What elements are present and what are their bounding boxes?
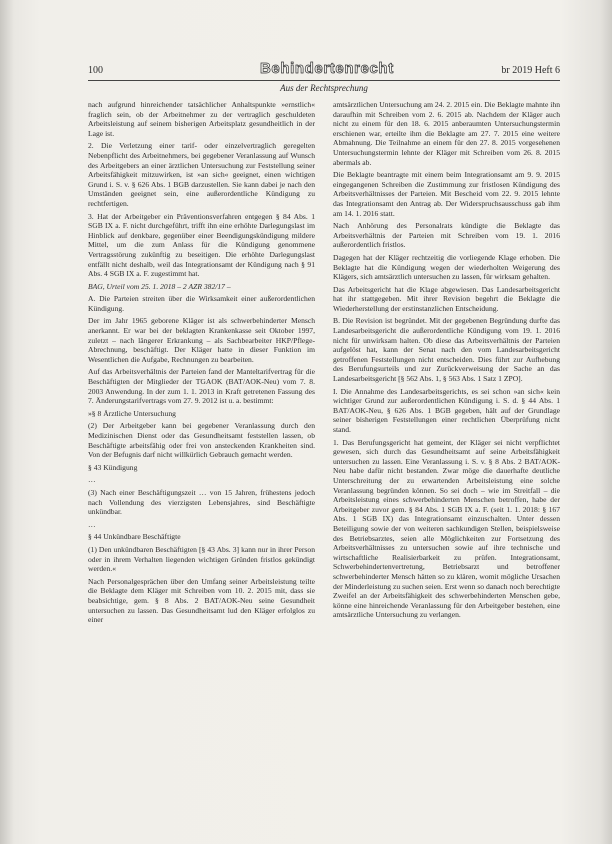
paragraph: Dagegen hat der Kläger rechtzeitig die vorliegende Klage erhoben. Die Beklagte hat die Kündigung wegen der wiederholten Weigerung des Klägers, sich amtsärztlich untersuchen zu lassen, für wirksam gehalten. [333, 252, 560, 282]
paragraph: Das Arbeitsgericht hat die Klage abgewiesen. Das Landesarbeitsgericht hat ihr stattgegeben. Mit ihrer Revision begehrt die Beklagte die Wiederherstellung der erstinstanzlichen Entscheidung. [333, 284, 560, 313]
paragraph: I. Die Annahme des Landesarbeitsgerichts, es sei schon »an sich« kein wichtiger Grund zur außerordentlichen Kündigung i. S. d. § 44 Abs. 1 BAT/AOK-Neu, § 626 Abs. 1 BGB gegeben, hält auf der Grundlage seiner bisherigen Feststellungen einer rechtlichen Überprüfung nicht stand. [333, 386, 560, 434]
paragraph: 3. Hat der Arbeitgeber ein Präventionsverfahren entgegen § 84 Abs. 1 SGB IX a. F. nicht durchgeführt, trifft ihn eine erhöhte Darlegungslast im Hinblick auf denkbare, gegenüber einer Beendigungskündigung mildere Mittel, um die zum Anlass für die Kündigung genommene Vertragsstörung zukünftig zu beseitigen. Die erhöhte Darlegungslast entfällt nicht deshalb, weil das Integrationsamt der Kündigung nach § 91 Abs. 4 SGB IX a. F. zugestimmt hat. [88, 211, 315, 279]
left-column [88, 100, 315, 628]
paragraph: amtsärztlichen Untersuchung am 24. 2. 2015 ein. Die Beklagte mahnte ihn daraufhin mit Schreiben vom 2. 6. 2015 ab. Nachdem der Kläger auch nicht zu einem für den 18. 6. 2015 anberaumten Untersuchungstermin erschienen war, erteilte ihm die Beklagte am 27. 7. 2015 eine weitere Abmahnung. Die Teilnahme an einem für den 27. 8. 2015 vorgesehenen Untersuchungstermin lehnte der Kläger mit Schreiben vom 26. 8. 2015 abermals ab. [333, 100, 560, 167]
section-title: Aus der Rechtsprechung [280, 83, 368, 93]
page-number: 100 [88, 65, 103, 76]
paragraph: Die Beklagte beantragte mit einem beim Integrationsamt am 9. 9. 2015 eingegangenen Schreiben die Zustimmung zur fristlosen Kündigung des Arbeitsverhältnisses der Parteien. Mit Bescheid vom 22. 9. 2015 lehnte das Integrationsamt den Antrag ab. Der Widerspruchsausschuss gab ihm am 14. 1. 2016 statt. [333, 170, 560, 218]
paragraph: Der im Jahr 1965 geborene Kläger ist als schwerbehinderter Mensch anerkannt. Er war bei der beklagten Krankenkasse seit Oktober 1997, zuletzt – nach längerer Erkrankung – als Sachbearbeiter HKP/Pflege-Abrechnung, beschäftigt. Der Kläger hatte in dieser Funktion im Wesentlichen die Aufgabe, Rechnungen zu bearbeiten. [88, 316, 315, 364]
issue-label: br 2019 Heft 6 [501, 65, 560, 76]
statute-heading: § 43 Kündigung [88, 462, 138, 472]
ellipsis: … [88, 475, 96, 485]
court-citation: BAG, Urteil vom 25. 1. 2018 – 2 AZR 382/17 – [88, 281, 231, 291]
paragraph: 2. Die Verletzung einer tarif- oder einzelvertraglich geregelten Nebenpflicht des Arbeitnehmers, bei gegebener Veranlassung auf Wunsch des Arbeitgebers an einer ärztlichen Untersuchung zur Feststellung seiner Arbeitsfähigkeit mitzuwirken, ist »an sich« geeignet, einen wichtigen Grund i. S. v. § 626 Abs. 1 BGB darzustellen. Sie kann dabei je nach den Umständen geeignet sein, eine außerordentliche Kündigung zu rechtfertigen. [88, 141, 315, 208]
paragraph: nach aufgrund hinreichender tatsächlicher Anhaltspunkte »ernstlich« fraglich sein, ob der Arbeitnehmer zu der vertraglich geschuldeten Arbeitsleistung auf seinem bisherigen Arbeitsplatz gesundheitlich in der Lage ist. [88, 100, 315, 138]
paragraph: 1. Das Berufungsgericht hat gemeint, der Kläger sei nicht verpflichtet gewesen, sich durch das Gesundheitsamt auf seine Arbeitsfähigkeit untersuchen zu lassen. Eine Veranlassung i. S. v. § 8 Abs. 2 BAT/AOK-Neu habe dafür nicht bestanden. Zwar möge die dauerhafte deutliche Unterschreitung der zu erwartenden Arbeitsleistung eine solche Veranlassung begründen können. So sei doch – wie im Streitfall – die Arbeitsleistung eines schwerbehinderten Menschen betroffen, habe der Arbeitgeber zuvor gem. § 84 Abs. 1 SGB IX a. F. (seit 1. 1. 2018: § 167 Abs. 1 SGB IX) das Integrationsamt einzuschalten. Unter dessen Beteiligung sowie der von weiteren sachkundigen Stellen, beispielsweise des Betriebsarztes, seien alle Möglichkeiten zur Fortsetzung des Arbeitsverhältnisses zu untersuchen sowie auf ihre technische und wirtschaftliche Realisierbarkeit zu prüfen. Integrationsamt, Schwerbehindertenvertretung, Betriebsarzt und betroffener schwerbehinderter Mensch hätten so zu klären, womit mögliche Ursachen der Minderleistung zu suchen seien. Erst wenn so danach noch berechtigte Zweifel an der Arbeitsfähigkeit des schwerbehinderten Menschen gebe, könne eine hinreichende Veranlassung für den Arbeitgeber bestehen, eine amtsärztliche Untersuchung zu verlangen. [333, 437, 560, 620]
paragraph: Nach Anhörung des Personalrats kündigte die Beklagte das Arbeitsverhältnis der Parteien mit Schreiben vom 19. 1. 2016 außerordentlich fristlos. [333, 221, 560, 250]
paragraph: Nach Personalgesprächen über den Umfang seiner Arbeitsleistung teilte die Beklagte dem Kläger mit Schreiben vom 10. 2. 2015 mit, dass sie beabsichtige, gem. § 8 Abs. 2 BAT/AOK-Neu seine Gesundheit untersuchen zu lassen. Das Gesundheitsamt lud den Kläger erfolglos zu einer [88, 576, 315, 625]
right-column [333, 100, 560, 623]
statute-heading: § 44 Unkündbare Beschäftigte [88, 532, 181, 542]
ellipsis: … [88, 519, 96, 529]
paragraph: (1) Den unkündbaren Beschäftigten [§ 43 Abs. 3] kann nur in ihrer Person oder in ihrem Verhalten liegenden wichtigen Gründen fristlos gekündigt werden.« [88, 544, 315, 574]
paragraph: (2) Der Arbeitgeber kann bei gegebener Veranlassung durch den Medizinischen Dienst oder das Gesundheitsamt feststellen lassen, ob Beschäftigte arbeitsfähig oder frei von ansteckenden Krankheiten sind. Von der Befugnis darf nicht willkürlich Gebrauch gemacht werden. [88, 421, 315, 460]
paragraph: Auf das Arbeitsverhältnis der Parteien fand der Manteltarifvertrag für die Beschäftigten der Mitglieder der TGAOK (BAT/AOK-Neu) vom 7. 8. 2003 Anwendung. In der zum 1. 1. 2013 in Kraft getretenen Fassung des 7. Änderungstarifvertrags vom 27. 9. 2012 ist u. a. bestimmt: [88, 367, 315, 406]
paragraph: B. Die Revision ist begründet. Mit der gegebenen Begründung durfte das Landesarbeitsgericht die außerordentliche Kündigung vom 19. 1. 2016 nicht für unwirksam halten. Ob diese das Arbeitsverhältnis der Parteien aufgelöst hat, kann der Senat nach den vom Landesarbeitsgericht getroffenen Feststellungen nicht entscheiden. Dies führt zur Aufhebung des Berufungsurteils und zur Zurückverweisung der Sache an das Landesarbeitsgericht [§ 562 Abs. 1, § 563 Abs. 1 Satz 1 ZPO]. [333, 316, 560, 384]
statute-heading: »§ 8 Ärztliche Untersuchung [88, 408, 176, 418]
header-rule [88, 80, 560, 81]
paragraph: (3) Nach einer Beschäftigungszeit … von 15 Jahren, frühestens jedoch nach Vollendung des vierzigsten Lebensjahres, sind Beschäftigte unkündbar. [88, 487, 315, 517]
paragraph: A. Die Parteien streiten über die Wirksamkeit einer außerordentlichen Kündigung. [88, 294, 315, 313]
journal-title: Behindertenrecht [260, 60, 394, 77]
